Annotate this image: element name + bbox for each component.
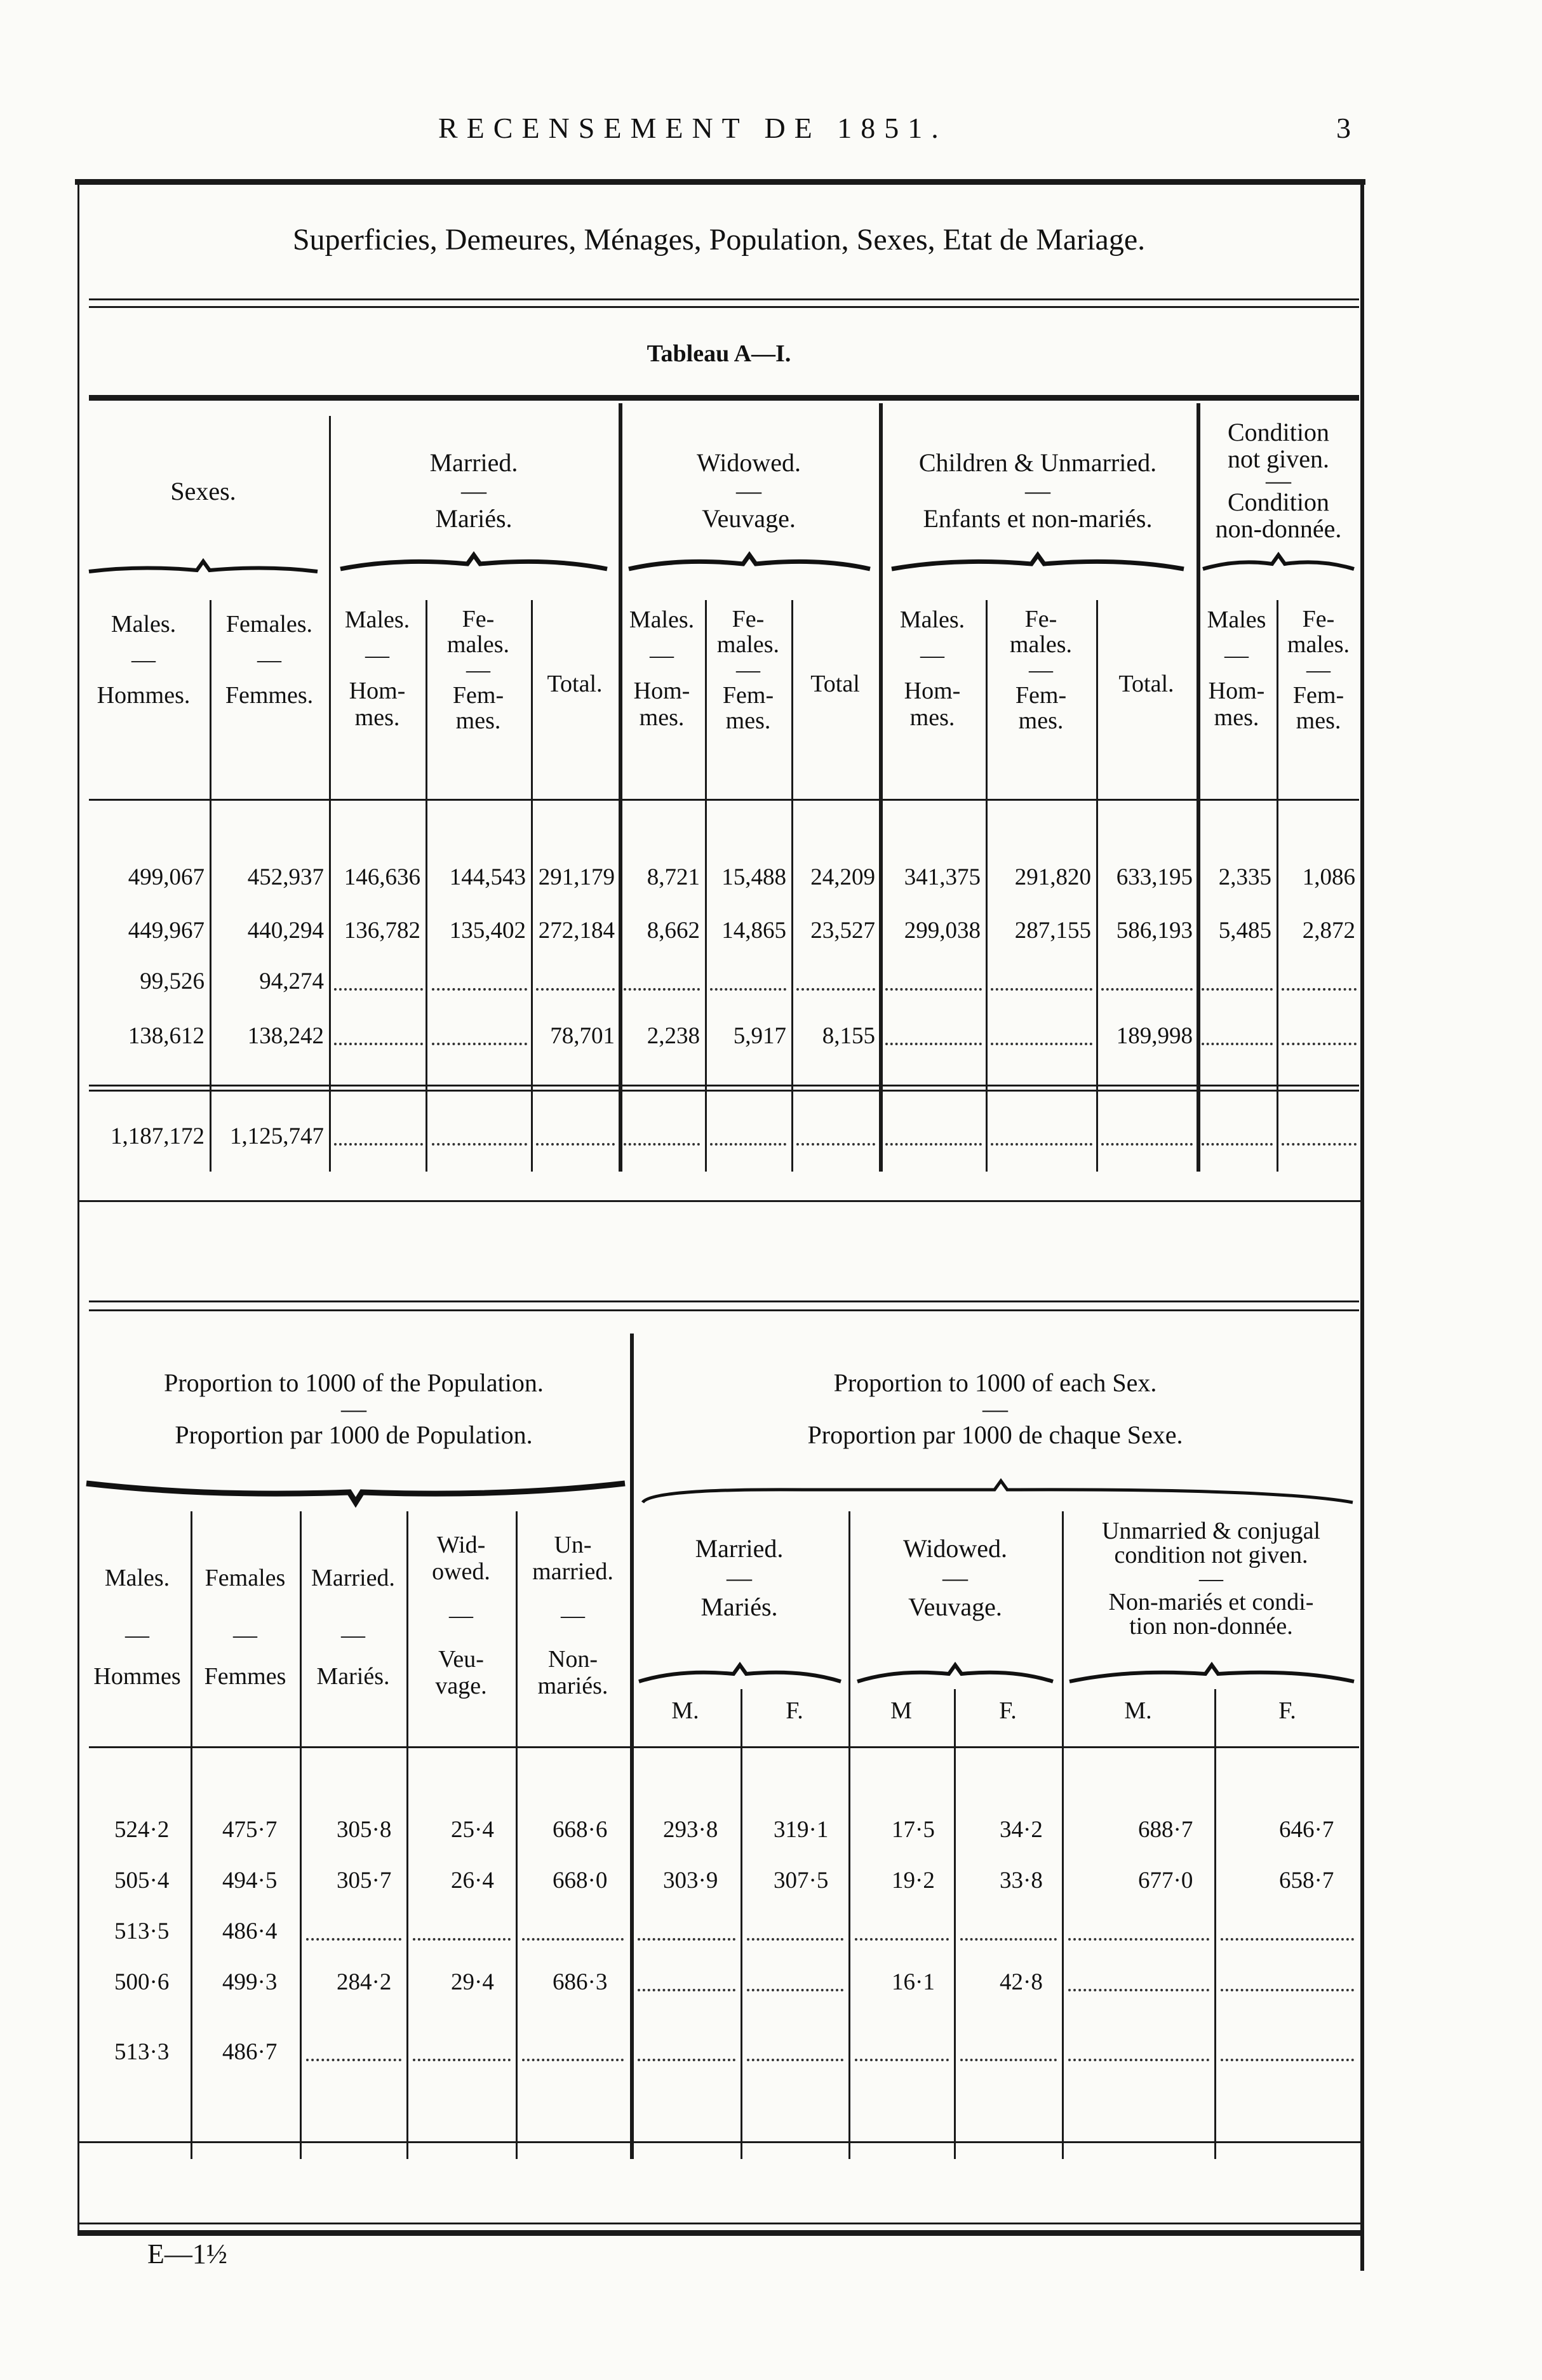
col-head xyxy=(879,606,986,731)
bottom-col-head-line: — xyxy=(449,1602,473,1629)
caption-rule-2 xyxy=(89,306,1359,308)
brace-right-married xyxy=(635,1664,845,1689)
col-head-line: mes. xyxy=(725,707,771,734)
right-group-line: — xyxy=(942,1563,968,1592)
top-head-rule xyxy=(89,799,1359,801)
top-cell: 272,184 xyxy=(538,918,615,944)
bottom-col-head-line: Married. xyxy=(311,1565,395,1591)
col-head-line: males. xyxy=(1009,631,1073,658)
bottom-col-head-line: Males. xyxy=(104,1565,170,1591)
col-head-line: mes. xyxy=(455,707,501,734)
top-bottom-rule xyxy=(77,1200,1360,1202)
bottom-col-head-line: mariés. xyxy=(537,1673,608,1699)
dot-leader xyxy=(796,1143,875,1146)
dot-leader xyxy=(413,1938,511,1941)
dot-leader xyxy=(1221,1989,1354,1991)
top-cell: 341,375 xyxy=(904,864,981,890)
dot-leader xyxy=(624,1143,700,1146)
group-married xyxy=(329,445,619,537)
bottom-cell: 307·5 xyxy=(774,1868,829,1894)
dot-leader xyxy=(334,1143,423,1146)
bottom-cell: 686·3 xyxy=(553,1969,608,1995)
top-cell: 499,067 xyxy=(128,864,204,890)
dot-leader xyxy=(432,988,527,991)
dot-leader xyxy=(747,1989,843,1991)
bottom-vrule xyxy=(954,1689,956,2159)
dot-leader xyxy=(413,2059,511,2061)
brace-condition xyxy=(1199,554,1358,579)
col-head xyxy=(986,606,1096,733)
right-group-line: Veuvage. xyxy=(908,1593,1002,1621)
bottom-vrule xyxy=(741,1689,742,2159)
dot-leader xyxy=(1101,1143,1193,1146)
top-cell: 135,402 xyxy=(449,918,526,944)
dot-leader xyxy=(536,1143,615,1146)
dot-leader xyxy=(710,988,786,991)
col-head-line: — xyxy=(365,642,389,669)
right-heading-line: — xyxy=(982,1394,1008,1423)
group-children-line: Enfants et non-mariés. xyxy=(923,504,1153,533)
bottom-col-head-line: Femmes xyxy=(204,1663,286,1690)
col-head-line: — xyxy=(257,646,281,673)
left-heading-line: Proportion to 1000 of the Population. xyxy=(164,1368,544,1397)
dot-leader xyxy=(432,1043,527,1045)
bottom-col-head-line: Wid- xyxy=(436,1532,486,1558)
col-head xyxy=(77,606,210,713)
top-cell: 94,274 xyxy=(259,968,324,994)
col-head-line: — xyxy=(1306,657,1331,683)
col-head: Total. xyxy=(547,671,603,697)
col-head-line: mes. xyxy=(1214,704,1259,731)
col-head-line: Males. xyxy=(629,606,695,633)
col-head-line: Fe- xyxy=(732,606,765,632)
right-heading-line: Proportion to 1000 of each Sex. xyxy=(833,1368,1157,1397)
right-group-line: condition not given. xyxy=(1114,1542,1308,1568)
bottom-cell: 513·5 xyxy=(114,1918,170,1944)
dot-leader xyxy=(638,1938,735,1941)
bottom-cell: 293·8 xyxy=(663,1817,718,1843)
bottom-cell: 29·4 xyxy=(451,1969,494,1995)
dot-leader xyxy=(855,2059,949,2061)
right-sub-head: F. xyxy=(1278,1697,1296,1724)
bottom-frame-rule-1 xyxy=(77,2223,1360,2224)
col-head-line: Fem- xyxy=(1292,682,1344,709)
col-head xyxy=(426,606,531,733)
bottom-cell: 494·5 xyxy=(222,1868,278,1894)
table-label: Tableau A—I. xyxy=(647,340,791,367)
top-cell: 5,917 xyxy=(733,1023,786,1049)
right-group-line: — xyxy=(1199,1565,1223,1592)
col-head xyxy=(329,606,426,731)
bottom-cell: 658·7 xyxy=(1279,1868,1334,1894)
dot-leader xyxy=(991,1143,1092,1146)
col-head-line: Fe- xyxy=(1024,606,1057,632)
dot-leader xyxy=(522,2059,624,2061)
group-widowed-line: — xyxy=(736,476,761,505)
brace-children xyxy=(885,554,1190,579)
brace-right-unmarried xyxy=(1066,1664,1358,1689)
brace-right-heading xyxy=(639,1478,1357,1504)
right-group-line: — xyxy=(727,1563,752,1592)
group-children-line: — xyxy=(1025,476,1050,505)
dot-leader xyxy=(710,1143,786,1146)
top-cell: 291,820 xyxy=(1014,864,1091,890)
group-condition-line: Condition xyxy=(1227,488,1330,516)
bottom-table-rule xyxy=(77,2141,1360,2143)
left-heading-line: — xyxy=(341,1394,366,1423)
col-head-line: Males xyxy=(1207,606,1266,633)
dot-leader xyxy=(334,988,423,991)
group-married-line: — xyxy=(461,476,486,505)
col-head-line: Hommes. xyxy=(97,682,191,709)
dot-leader xyxy=(624,988,700,991)
col-head xyxy=(210,606,329,713)
bottom-cell: 500·6 xyxy=(114,1969,170,1995)
group-widowed xyxy=(619,445,879,537)
col-head-line: Fem- xyxy=(722,682,774,709)
left-heading-line: Proportion par 1000 de Population. xyxy=(175,1421,533,1449)
table-caption: Superficies, Demeures, Ménages, Population, Sexes, Etat de Mariage. xyxy=(292,223,1146,257)
dot-leader xyxy=(1068,1938,1209,1941)
top-cell: 8,155 xyxy=(822,1023,875,1049)
right-group-line: Unmarried & conjugal xyxy=(1101,1518,1320,1544)
dot-leader xyxy=(1101,988,1193,991)
bottom-vrule xyxy=(1214,1689,1216,2159)
top-cell: 14,865 xyxy=(721,918,786,944)
group-children-line: Children & Unmarried. xyxy=(918,448,1157,477)
col-head-line: — xyxy=(1029,657,1053,683)
bottom-cell: 499·3 xyxy=(222,1969,278,1995)
top-total-cell: 1,187,172 xyxy=(111,1123,204,1149)
dot-leader xyxy=(334,1043,423,1045)
bottom-cell: 34·2 xyxy=(1000,1817,1043,1843)
group-sexes: Sexes. xyxy=(170,477,236,505)
col-head: Total. xyxy=(1118,671,1174,697)
frame-right-rule xyxy=(1360,182,1364,2271)
top-cell: 23,527 xyxy=(810,918,875,944)
dot-leader xyxy=(432,1143,527,1146)
col-head-line: males. xyxy=(446,631,510,658)
top-cell: 8,662 xyxy=(647,918,700,944)
bottom-cell: 33·8 xyxy=(1000,1868,1043,1894)
col-head-line: — xyxy=(736,657,760,683)
col-head-line: — xyxy=(131,646,156,673)
dot-leader xyxy=(1068,1989,1209,1991)
right-group-line: Widowed. xyxy=(903,1534,1007,1563)
bottom-cell: 19·2 xyxy=(892,1868,935,1894)
dot-leader xyxy=(960,1938,1057,1941)
top-cell: 5,485 xyxy=(1218,918,1271,944)
bottom-head-rule xyxy=(89,1746,1359,1748)
top-cell: 586,193 xyxy=(1116,918,1193,944)
col-head-line: Fe- xyxy=(462,606,495,632)
running-title: RECENSEMENT DE 1851. xyxy=(438,112,948,144)
brace-sexes xyxy=(76,559,330,584)
bottom-col-head-line: — xyxy=(561,1602,585,1629)
bottom-cell: 16·1 xyxy=(892,1969,935,1995)
right-group-line: tion non-donnée. xyxy=(1129,1613,1293,1640)
bottom-cell: 25·4 xyxy=(451,1817,494,1843)
top-cell: 146,636 xyxy=(344,864,420,890)
group-condition-line: — xyxy=(1266,466,1291,495)
col-head-line: males. xyxy=(716,631,780,658)
top-cell: 440,294 xyxy=(247,918,324,944)
top-cell: 78,701 xyxy=(550,1023,615,1049)
top-cell: 144,543 xyxy=(449,864,526,890)
right-group-unmarried xyxy=(1062,1519,1360,1638)
bottom-cell: 475·7 xyxy=(222,1817,278,1843)
brace-right-widowed xyxy=(854,1664,1057,1689)
dot-leader xyxy=(1282,1043,1357,1045)
col-head-line: Femmes. xyxy=(225,682,314,709)
right-sub-head: M xyxy=(890,1697,912,1724)
col-head xyxy=(705,606,791,733)
dot-leader xyxy=(885,1043,982,1045)
bottom-col-head-line: Hommes xyxy=(93,1663,181,1690)
top-cell: 633,195 xyxy=(1116,864,1193,890)
col-head-line: mes. xyxy=(639,704,685,731)
group-children xyxy=(879,445,1197,537)
col-head xyxy=(1277,606,1360,733)
bottom-cell: 319·1 xyxy=(774,1817,829,1843)
bottom-col-head-line: vage. xyxy=(435,1673,487,1699)
group-widowed-line: Veuvage. xyxy=(702,504,796,533)
dot-leader xyxy=(1282,1143,1357,1146)
right-group-married xyxy=(630,1530,848,1626)
bottom-total-cell: 486·7 xyxy=(222,2039,278,2065)
col-head-line: Hom- xyxy=(1208,678,1265,704)
col-head-line: mes. xyxy=(909,704,955,731)
bottom-col-head-line: Mariés. xyxy=(316,1663,390,1690)
top-cell: 2,872 xyxy=(1302,918,1355,944)
group-condition xyxy=(1197,419,1360,542)
top-cell: 189,998 xyxy=(1116,1023,1193,1049)
group-widowed-line: Widowed. xyxy=(697,448,801,477)
brace-widowed xyxy=(622,554,876,579)
top-cell: 15,488 xyxy=(721,864,786,890)
col-head-line: mes. xyxy=(1296,707,1341,734)
top-cell: 2,335 xyxy=(1218,864,1271,890)
brace-married xyxy=(334,554,613,579)
col-head-line: mes. xyxy=(354,704,400,731)
bottom-col-head-line: Females xyxy=(204,1565,286,1591)
col-head-line: mes. xyxy=(1018,707,1064,734)
top-table-rule xyxy=(89,395,1359,401)
top-cell: 8,721 xyxy=(647,864,700,890)
col-head-line: Males. xyxy=(899,606,965,633)
dot-leader xyxy=(638,1989,735,1991)
brace-left-heading xyxy=(83,1478,629,1504)
dot-leader xyxy=(522,1938,624,1941)
top-cell: 138,242 xyxy=(247,1023,324,1049)
frame-top-rule xyxy=(75,179,1365,185)
top-cell: 287,155 xyxy=(1014,918,1091,944)
bottom-cell: 668·0 xyxy=(553,1868,608,1894)
group-condition-line: non-donnée. xyxy=(1215,514,1342,543)
bottom-col-head-line: owed. xyxy=(432,1558,490,1585)
dot-leader xyxy=(1221,1938,1354,1941)
dot-leader xyxy=(991,988,1092,991)
bottom-cell: 668·6 xyxy=(553,1817,608,1843)
left-heading xyxy=(77,1365,630,1453)
dot-leader xyxy=(885,1143,982,1146)
bottom-total-cell: 513·3 xyxy=(114,2039,170,2065)
col-head-line: Fe- xyxy=(1302,606,1335,632)
bottom-cell: 17·5 xyxy=(892,1817,935,1843)
bottom-col-head xyxy=(84,1537,191,1702)
top-sum-rule xyxy=(89,1085,1359,1086)
top-cell: 138,612 xyxy=(128,1023,204,1049)
dot-leader xyxy=(1202,988,1273,991)
col-head-line: — xyxy=(920,642,944,669)
bottom-cell: 646·7 xyxy=(1279,1817,1334,1843)
bottom-col-head-line: — xyxy=(233,1622,257,1648)
col-head-line: — xyxy=(650,642,674,669)
right-group-widowed xyxy=(848,1530,1062,1626)
top-cell: 1,086 xyxy=(1302,864,1355,890)
dot-leader xyxy=(885,988,982,991)
bottom-cell: 505·4 xyxy=(114,1868,170,1894)
bottom-cell: 524·2 xyxy=(114,1817,170,1843)
top-cell: 291,179 xyxy=(538,864,615,890)
right-sub-head: F. xyxy=(999,1697,1017,1724)
col-head-line: — xyxy=(466,657,490,683)
col-head-line: Hom- xyxy=(633,678,690,704)
col-head xyxy=(619,606,705,731)
top-cell: 136,782 xyxy=(344,918,420,944)
col-head: Total xyxy=(810,671,860,697)
dot-leader xyxy=(1068,2059,1209,2061)
top-cell: 299,038 xyxy=(904,918,981,944)
signature-mark: E—1½ xyxy=(147,2238,227,2270)
dot-leader xyxy=(747,1938,843,1941)
page-number: 3 xyxy=(1336,112,1351,144)
col-head-line: Males. xyxy=(111,611,177,638)
top-cell: 24,209 xyxy=(810,864,875,890)
right-group-line: Non-mariés et condi- xyxy=(1108,1589,1314,1615)
right-sub-head: M. xyxy=(671,1697,699,1724)
bottom-cell: 42·8 xyxy=(1000,1969,1043,1995)
col-head-line: — xyxy=(1224,642,1249,669)
right-sub-head: M. xyxy=(1124,1697,1152,1724)
right-sub-head: F. xyxy=(786,1697,803,1724)
bottom-col-head xyxy=(191,1537,300,1702)
col-head-line: Hom- xyxy=(904,678,961,704)
dot-leader xyxy=(1202,1043,1273,1045)
col-head xyxy=(1197,606,1277,731)
bottom-col-head xyxy=(406,1532,516,1699)
col-head-line: Males. xyxy=(344,606,410,633)
top-cell: 449,967 xyxy=(128,918,204,944)
col-head-line: Females. xyxy=(225,611,313,638)
dot-leader xyxy=(306,1938,401,1941)
bottom-col-head-line: Un- xyxy=(554,1532,592,1558)
bottom-top-rule-1 xyxy=(89,1300,1359,1302)
bottom-col-head-line: married. xyxy=(532,1558,613,1585)
dot-leader xyxy=(747,2059,843,2061)
bottom-cell: 688·7 xyxy=(1138,1817,1193,1843)
right-group-line: Mariés. xyxy=(701,1593,778,1621)
bottom-cell: 303·9 xyxy=(663,1868,718,1894)
caption-rule-1 xyxy=(89,298,1359,300)
bottom-col-head-line: Non- xyxy=(547,1646,598,1673)
top-cell: 2,238 xyxy=(647,1023,700,1049)
top-total-cell: 1,125,747 xyxy=(230,1123,324,1149)
group-condition-line: Condition xyxy=(1227,418,1330,446)
right-group-line: Married. xyxy=(695,1534,784,1563)
right-heading-line: Proportion par 1000 de chaque Sexe. xyxy=(807,1421,1183,1449)
bottom-col-head-line: Veu- xyxy=(438,1646,484,1673)
group-married-line: Married. xyxy=(429,448,518,477)
group-condition-line: not given. xyxy=(1228,445,1329,473)
dot-leader xyxy=(1202,1143,1273,1146)
bottom-cell: 677·0 xyxy=(1138,1868,1193,1894)
group-married-line: Mariés. xyxy=(435,504,513,533)
dot-leader xyxy=(306,2059,401,2061)
bottom-frame-rule-2 xyxy=(77,2230,1364,2236)
bottom-cell: 26·4 xyxy=(451,1868,494,1894)
bottom-col-head-line: — xyxy=(341,1622,365,1648)
dot-leader xyxy=(991,1043,1092,1045)
dot-leader xyxy=(638,2059,735,2061)
dot-leader xyxy=(796,988,875,991)
bottom-cell: 486·4 xyxy=(222,1918,278,1944)
top-cell: 99,526 xyxy=(140,968,204,994)
bottom-cell: 305·8 xyxy=(337,1817,392,1843)
bottom-cell: 305·7 xyxy=(337,1868,392,1894)
top-sum-rule-2 xyxy=(89,1090,1359,1092)
bottom-col-head-line: — xyxy=(125,1622,149,1648)
dot-leader xyxy=(1221,2059,1354,2061)
dot-leader xyxy=(960,2059,1057,2061)
bottom-cell: 284·2 xyxy=(337,1969,392,1995)
right-heading xyxy=(630,1365,1360,1453)
bottom-col-head xyxy=(300,1537,406,1702)
col-head-line: Hom- xyxy=(349,678,406,704)
dot-leader xyxy=(855,1938,949,1941)
col-head-line: males. xyxy=(1287,631,1350,658)
col-head-line: Fem- xyxy=(452,682,504,709)
bottom-col-head xyxy=(516,1532,630,1699)
dot-leader xyxy=(536,988,615,991)
col-head-line: Fem- xyxy=(1015,682,1067,709)
top-cell: 452,937 xyxy=(247,864,324,890)
bottom-top-rule-2 xyxy=(89,1309,1359,1311)
dot-leader xyxy=(1282,988,1357,991)
